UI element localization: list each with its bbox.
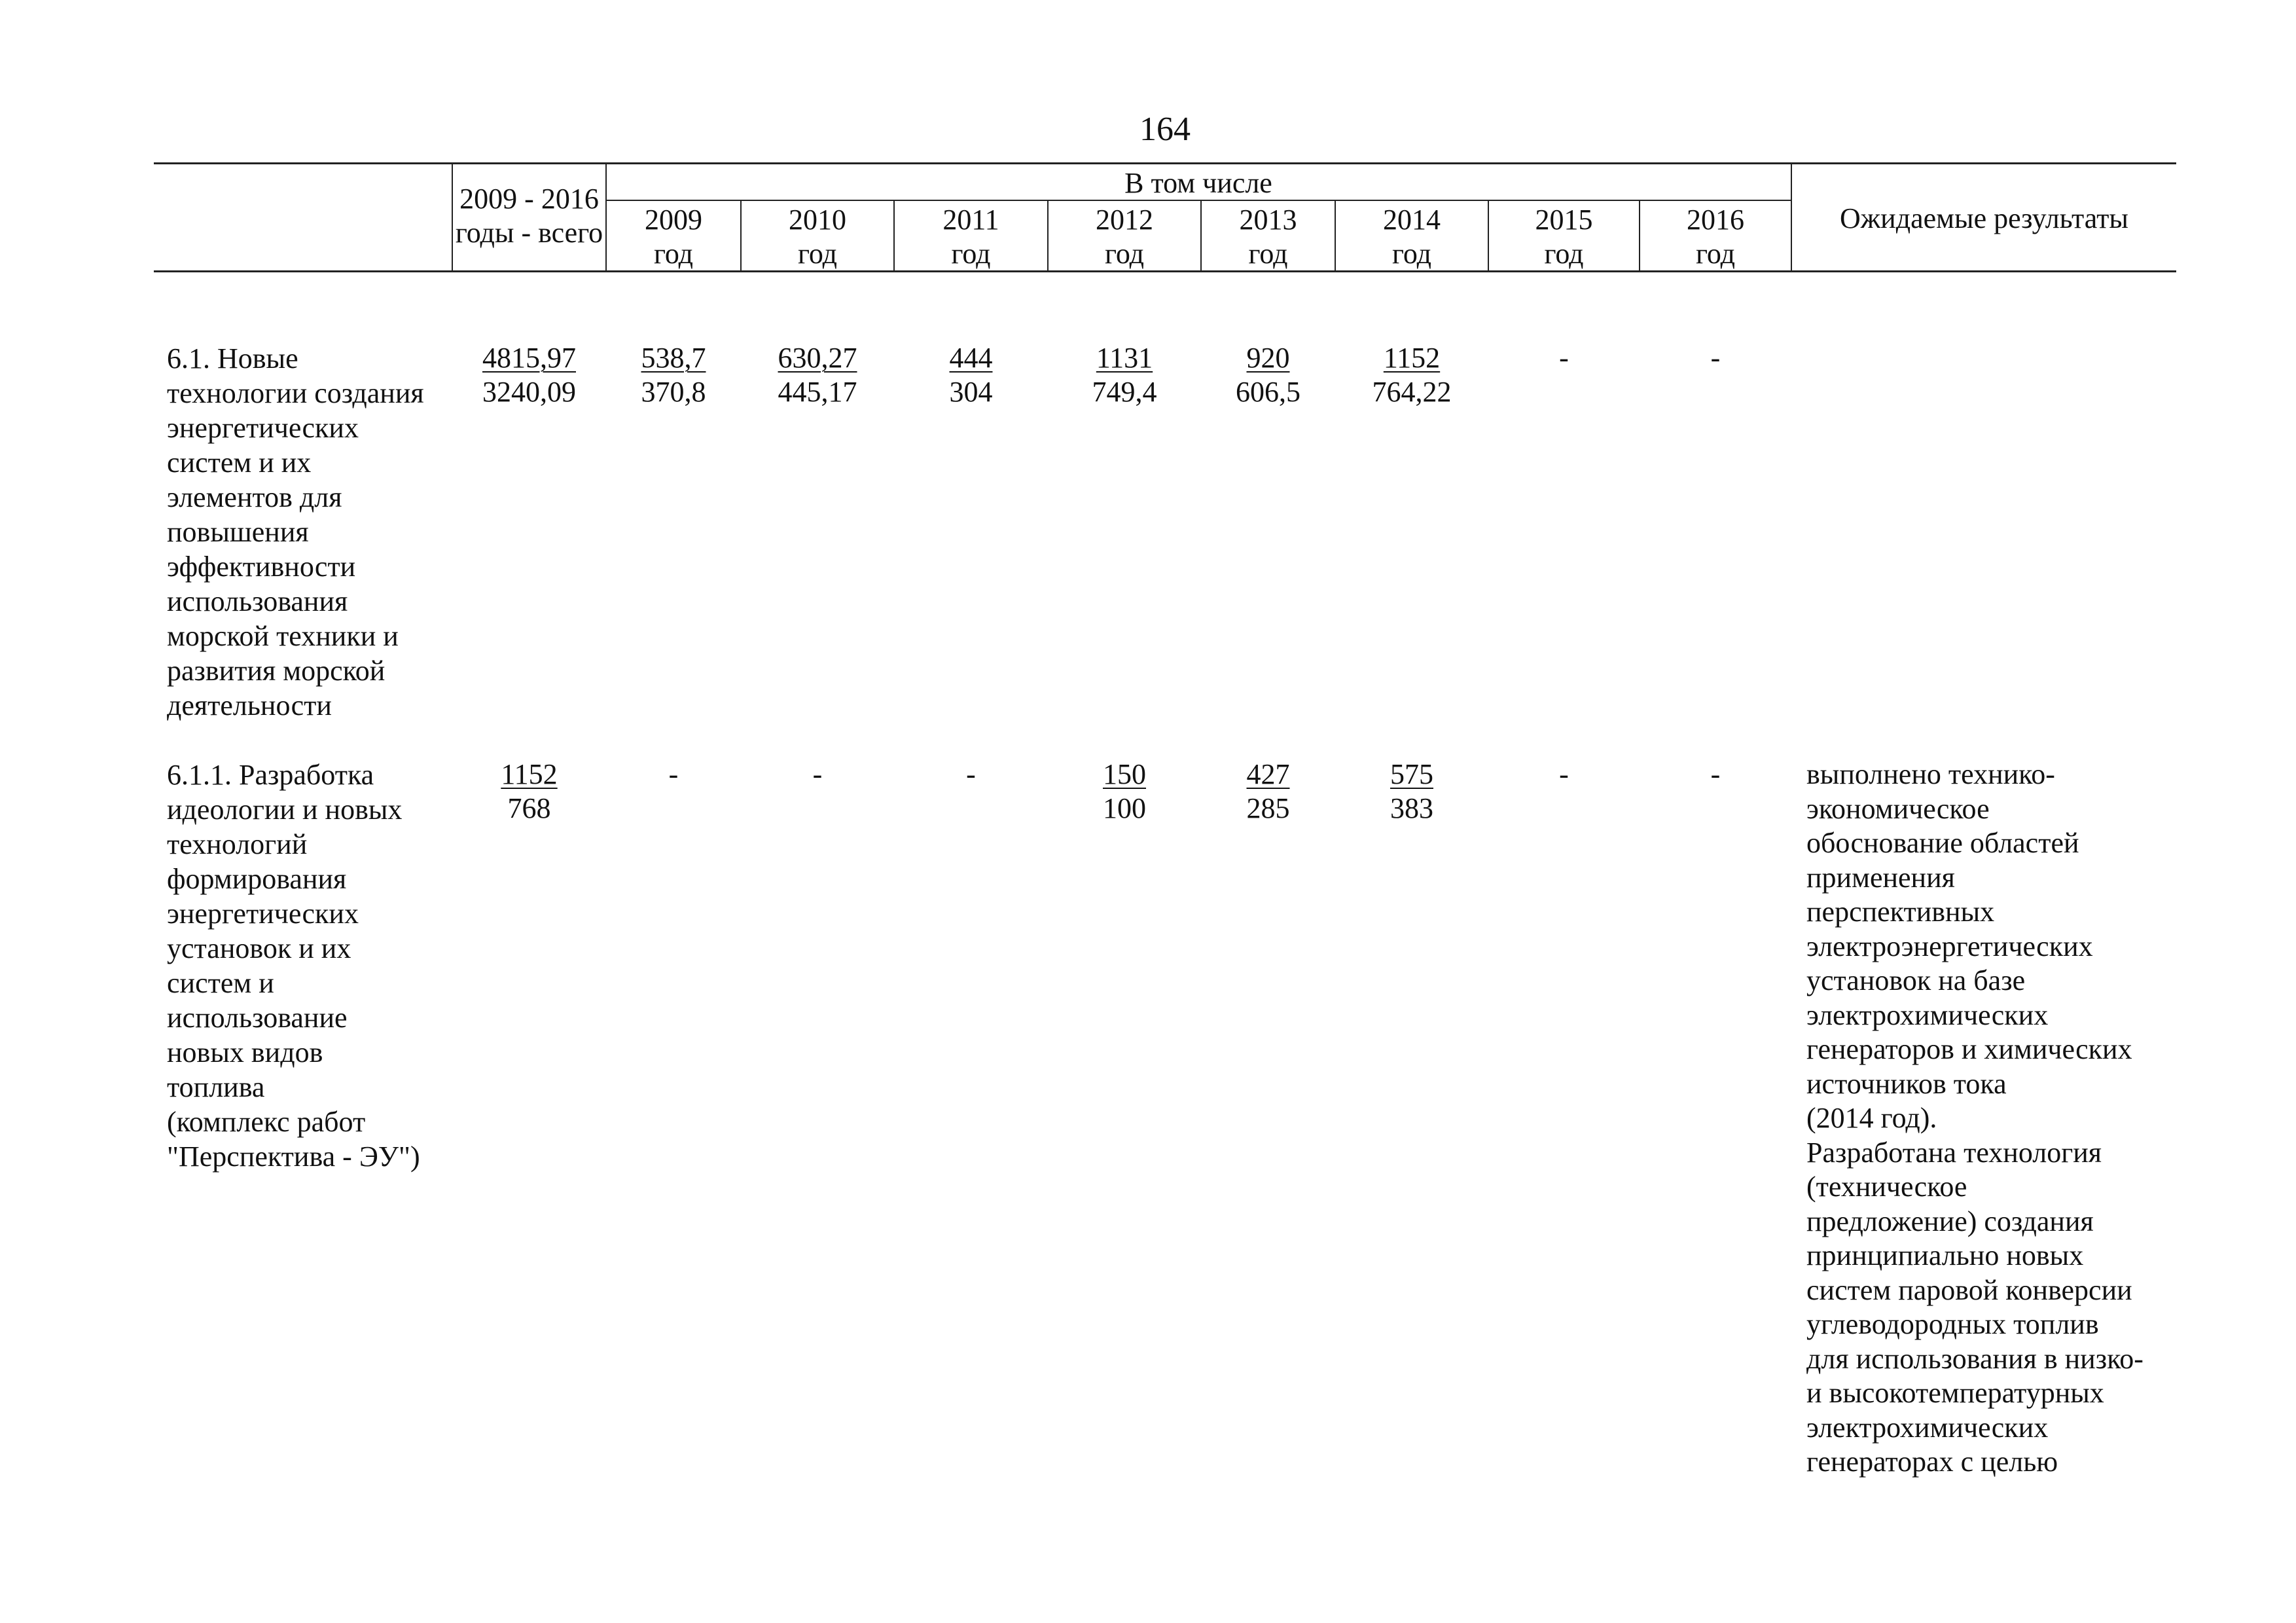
header-year-word-2013: год bbox=[1248, 238, 1288, 270]
row-6-1-1-total bbox=[453, 757, 605, 826]
row-6-1-2011-bottom: 304 bbox=[949, 376, 993, 408]
row-6-1-2010 bbox=[742, 341, 893, 409]
row-6-1-1-2014 bbox=[1336, 757, 1488, 826]
row-6-1-1-total-top: 1152 bbox=[501, 758, 558, 790]
header-including: В том числе bbox=[1124, 167, 1272, 199]
result-line: электрохимических bbox=[1806, 998, 2049, 1031]
row-6-1-2013-bottom: 606,5 bbox=[1236, 376, 1300, 408]
row-6-1-1-2013-bottom: 285 bbox=[1246, 792, 1290, 824]
row-6-1-1-result bbox=[1806, 757, 2179, 1480]
header-year-2014: 2014 bbox=[1383, 204, 1441, 236]
result-line: установок на базе bbox=[1806, 964, 2026, 996]
row-6-1-2011 bbox=[895, 341, 1047, 409]
row-6-1-name-line: деятельности bbox=[167, 689, 332, 721]
row-6-1-1-name-line: топлива bbox=[167, 1071, 265, 1103]
row-6-1-2016: - bbox=[1710, 342, 1721, 374]
row-6-1-1-name-line: 6.1.1. Разработка bbox=[167, 759, 374, 791]
row-6-1-2014-top: 1152 bbox=[1383, 342, 1441, 374]
header-year-2016: 2016 bbox=[1687, 204, 1744, 236]
row-6-1-name-line: систем и их bbox=[167, 447, 312, 479]
row-6-1-2010-top: 630,27 bbox=[778, 342, 857, 374]
row-6-1-1-total-bottom: 768 bbox=[507, 792, 551, 824]
result-line: (техническое bbox=[1806, 1171, 1967, 1203]
result-line: и высокотемпературных bbox=[1806, 1377, 2104, 1409]
result-line: предложение) создания bbox=[1806, 1205, 2094, 1237]
result-line: генераторах с целью bbox=[1806, 1446, 2058, 1478]
header-total-line2: годы - всего bbox=[455, 217, 603, 249]
result-line: применения bbox=[1806, 861, 1955, 894]
row-6-1-1-2012-bottom: 100 bbox=[1103, 792, 1146, 824]
header-total-line1: 2009 - 2016 bbox=[459, 183, 599, 215]
row-6-1-name-line: элементов для bbox=[167, 481, 342, 513]
row-6-1-1-2013-top: 427 bbox=[1246, 758, 1290, 790]
result-line: электрохимических bbox=[1806, 1411, 2049, 1444]
header-top-rule bbox=[154, 162, 2176, 164]
row-6-1-1-name-line: (комплекс работ bbox=[167, 1106, 366, 1138]
row-6-1-2012 bbox=[1049, 341, 1200, 409]
row-6-1-1-name bbox=[167, 757, 448, 1174]
row-6-1-2015: - bbox=[1559, 342, 1569, 374]
row-6-1-total-bottom: 3240,09 bbox=[482, 376, 576, 408]
result-line: принципиально новых bbox=[1806, 1239, 2084, 1271]
row-6-1-name-line: использования bbox=[167, 585, 348, 617]
row-6-1-name-line: 6.1. Новые bbox=[167, 342, 298, 374]
row-6-1-1-2009: - bbox=[668, 758, 679, 790]
row-6-1-1-2013 bbox=[1202, 757, 1335, 826]
row-6-1-1-2010: - bbox=[812, 758, 823, 790]
result-line: генераторов и химических bbox=[1806, 1033, 2132, 1065]
header-year-word-2011: год bbox=[951, 238, 991, 270]
row-6-1-name-line: морской техники и bbox=[167, 620, 399, 652]
result-line: Разработана технология bbox=[1806, 1136, 2102, 1169]
result-line: систем паровой конверсии bbox=[1806, 1273, 2132, 1306]
header-year-word-2016: год bbox=[1695, 238, 1736, 270]
row-6-1-1-name-line: энергетических bbox=[167, 898, 359, 930]
row-6-1-total bbox=[453, 341, 605, 409]
row-6-1-2014-bottom: 764,22 bbox=[1372, 376, 1452, 408]
row-6-1-1-name-line: новых видов bbox=[167, 1036, 323, 1068]
result-line: электроэнергетических bbox=[1806, 930, 2093, 962]
header-year-word-2015: год bbox=[1544, 238, 1584, 270]
result-line: обоснование областей bbox=[1806, 827, 2079, 859]
header-results: Ожидаемые результаты bbox=[1840, 202, 2128, 234]
row-6-1-2010-bottom: 445,17 bbox=[778, 376, 857, 408]
row-6-1-2012-bottom: 749,4 bbox=[1092, 376, 1157, 408]
row-6-1-name bbox=[167, 341, 448, 723]
row-6-1-2014 bbox=[1336, 341, 1488, 409]
header-year-2015: 2015 bbox=[1535, 204, 1593, 236]
result-line: углеводородных топлив bbox=[1806, 1308, 2099, 1340]
result-line: выполнено технико- bbox=[1806, 758, 2055, 790]
header-year-2012: 2012 bbox=[1096, 204, 1153, 236]
header-year-word-2009: год bbox=[653, 238, 694, 270]
row-6-1-1-2012-top: 150 bbox=[1103, 758, 1146, 790]
header-year-word-2010: год bbox=[797, 238, 838, 270]
row-6-1-1-2014-top: 575 bbox=[1390, 758, 1433, 790]
header-year-2011: 2011 bbox=[942, 204, 999, 236]
header-year-word-2014: год bbox=[1391, 238, 1432, 270]
row-6-1-2009 bbox=[607, 341, 740, 409]
row-6-1-1-2016: - bbox=[1710, 758, 1721, 790]
row-6-1-2009-bottom: 370,8 bbox=[641, 376, 706, 408]
row-6-1-1-name-line: формирования bbox=[167, 863, 347, 895]
result-line: перспективных bbox=[1806, 896, 1995, 928]
header-year-word-2012: год bbox=[1104, 238, 1145, 270]
row-6-1-2009-top: 538,7 bbox=[641, 342, 706, 374]
result-line: экономическое bbox=[1806, 792, 1990, 825]
row-6-1-1-name-line: "Перспектива - ЭУ") bbox=[167, 1140, 420, 1173]
row-6-1-1-2014-bottom: 383 bbox=[1390, 792, 1433, 824]
result-line: (2014 год). bbox=[1806, 1102, 1937, 1134]
row-6-1-1-name-line: технологий bbox=[167, 828, 308, 860]
result-line: для использования в низко- bbox=[1806, 1342, 2144, 1375]
header-year-2010: 2010 bbox=[789, 204, 846, 236]
page-number: 164 bbox=[1139, 111, 1191, 148]
row-6-1-name-line: технологии создания bbox=[167, 377, 424, 409]
row-6-1-1-name-line: систем и bbox=[167, 967, 274, 999]
row-6-1-2013 bbox=[1202, 341, 1335, 409]
row-6-1-name-line: энергетических bbox=[167, 412, 359, 444]
row-6-1-1-name-line: установок и их bbox=[167, 932, 351, 964]
row-6-1-1-name-line: использование bbox=[167, 1002, 348, 1034]
row-6-1-total-top: 4815,97 bbox=[482, 342, 576, 374]
row-6-1-2011-top: 444 bbox=[949, 342, 993, 374]
row-6-1-1-2012 bbox=[1049, 757, 1200, 826]
row-6-1-name-line: развития морской bbox=[167, 655, 386, 687]
row-6-1-name-line: повышения bbox=[167, 516, 309, 548]
row-6-1-2012-top: 1131 bbox=[1096, 342, 1153, 374]
row-6-1-1-2015: - bbox=[1559, 758, 1569, 790]
row-6-1-name-line: эффективности bbox=[167, 551, 356, 583]
row-6-1-1-2011: - bbox=[966, 758, 976, 790]
result-line: источников тока bbox=[1806, 1067, 2007, 1100]
row-6-1-1-name-line: идеологии и новых bbox=[167, 793, 403, 826]
header-year-2013: 2013 bbox=[1239, 204, 1297, 236]
header-year-2009: 2009 bbox=[645, 204, 702, 236]
row-6-1-2013-top: 920 bbox=[1246, 342, 1290, 374]
